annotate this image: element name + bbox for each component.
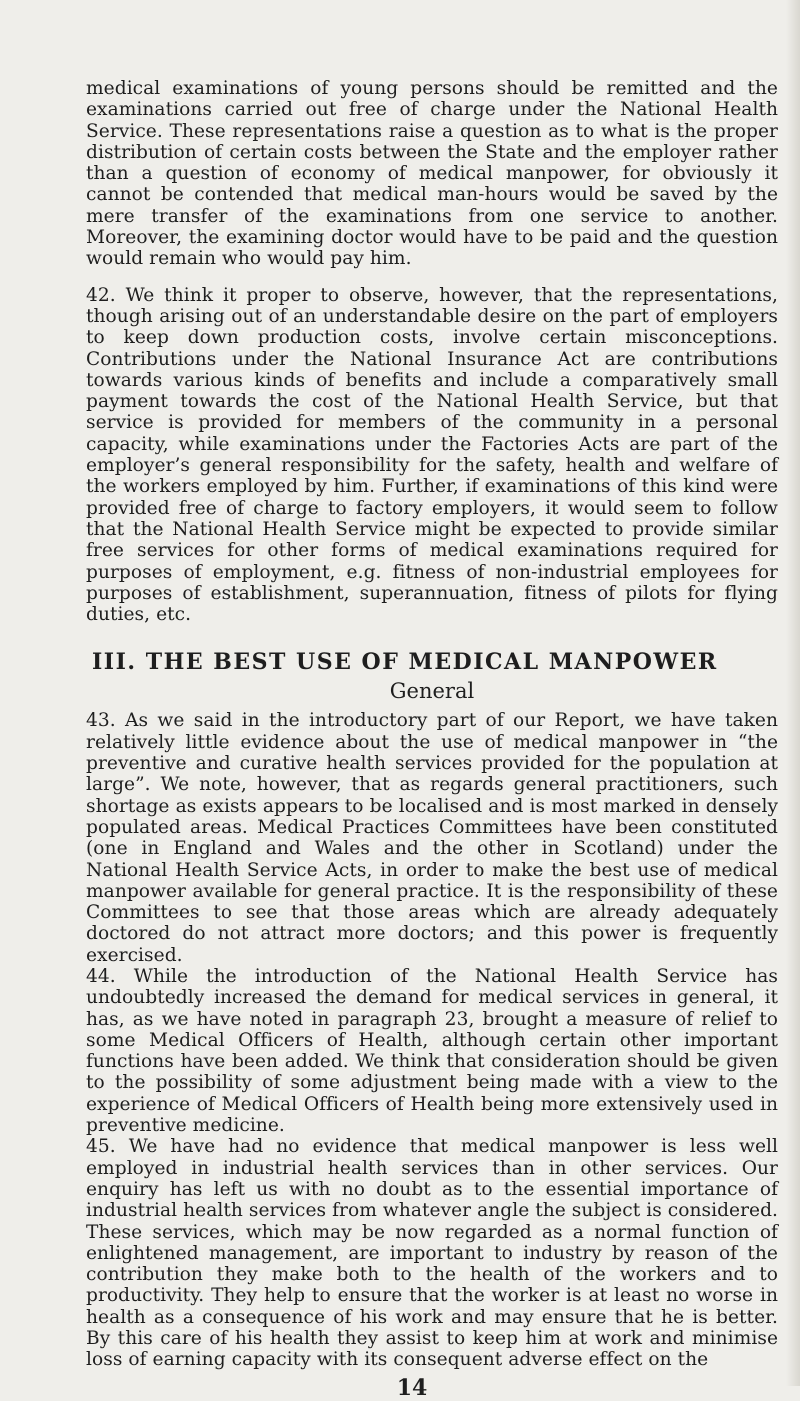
paragraph-44: 44. While the introduction of the National Health Service has undoubtedly increased the demand for medical services in general, it has, as we have noted in paragraph 23, brought a measure of relief to some Medical Officers of Health, although certain other important functions have been added. We think that consideration should be given to the possibility of some adjustment being made with a view to the experience of Medical Officers of Health being more extensively used in preventive medicine. (86, 965, 778, 1137)
paragraph-42: 42. We think it proper to observe, however, that the representations, though arising out of an understandable desire on the part of employers to keep down production costs, involve certain misconceptions. Contributions under the National Insurance Act are contributions towards various kinds of benefits and include a comparatively small payment towards the cost of the National Health Service, but that service is provided for members of the community in a personal capacity, while examinations under the Factories Acts are part of the employer’s general responsibility for the safety, health and welfare of the workers employed by him. Further, if examinations of this kind were provided free of charge to factory employers, it would seem to follow that the National Health Service might be expected to provide similar free services for other forms of medical examinations required for purposes of employment, e.g. fitness of non-industrial employees for purposes of establishment, superannuation, fitness of pilots for flying duties, etc. (86, 284, 778, 626)
page-number: 14 (396, 1374, 428, 1401)
paragraph-43: 43. As we said in the introductory part of our Report, we have taken relatively little evidence about the use of medical manpower in “the preventive and curative health services provided for the population at large”. We note, however, that as regards general practitioners, such shortage as exists appears to be localised and is most marked in densely populated areas. Medical Practices Committees have been constituted (one in England and Wales and the other in Scotland) under the National Health Service Acts, in order to make the best use of medical manpower available for general practice. It is the responsibility of these Committees to see that those areas which are already adequately doctored do not attract more doctors; and this power is frequently exercised. (86, 710, 778, 966)
paragraph-45: 45. We have had no evidence that medical manpower is less well employed in industrial health services than in other services. Our enquiry has left us with no doubt as to the essential importance of industrial health services from whatever angle the subject is considered. These services, which may be now regarded as a normal function of enlightened management, are important to industry by reason of the contribution they make both to the health of the workers and to productivity. They help to ensure that the worker is at least no worse in health as a consequence of his work and may ensure that he is better. By this care of his health they assist to keep him at work and minimise loss of earning capacity with its consequent adverse effect on the (86, 1136, 778, 1371)
opening-paragraph: medical examinations of young persons should be remitted and the examinations carried out free of charge under the National Health Service. These representations raise a question as to what is the proper distribution of certain costs between the State and the employer rather than a question of economy of medical manpower, for obviously it cannot be contended that medical man-hours would be saved by the mere transfer of the examinations from one service to another. Moreover, the examining doctor would have to be paid and the question would remain who would pay him. (86, 78, 778, 270)
section-heading: III. THE BEST USE OF MEDICAL MANPOWER (92, 649, 718, 676)
page-edge-shadow (786, 0, 800, 1386)
subheading-general: General (389, 679, 475, 704)
